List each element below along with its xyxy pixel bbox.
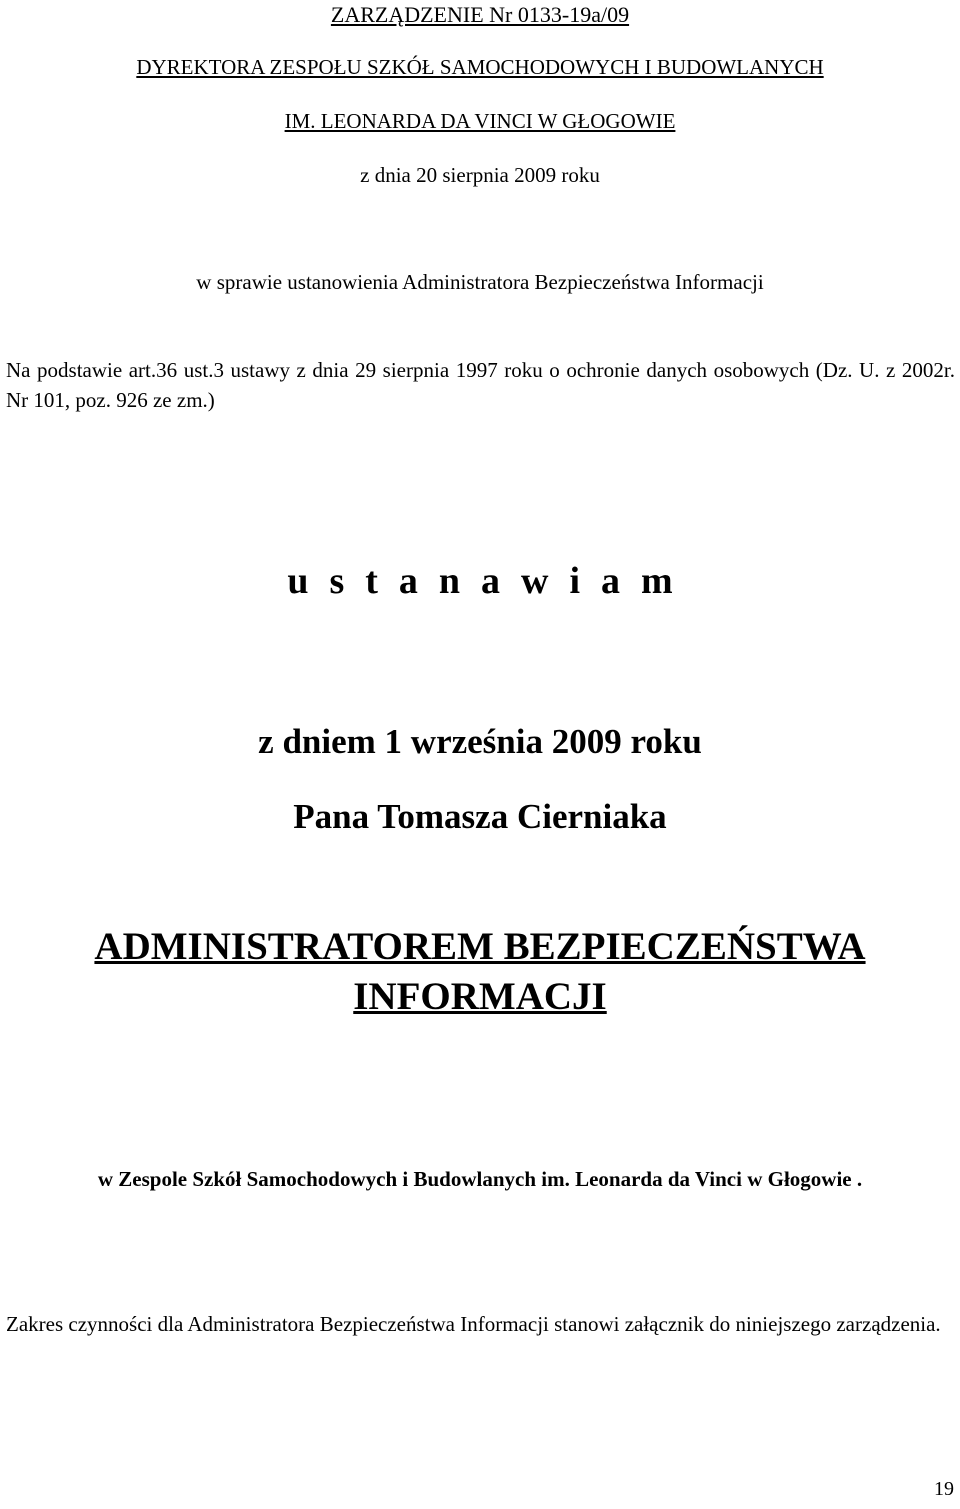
effective-date: z dniem 1 września 2009 roku	[258, 722, 702, 761]
page-number: 19	[934, 1478, 954, 1500]
school-name: w Zespole Szkół Samochodowych i Budowlanych im. Leonarda da Vinci w Głogowie .	[97, 1167, 863, 1191]
role-line-2	[0, 975, 960, 1020]
decision-verb: ustanawiam	[287, 560, 694, 602]
role-line-2-text: INFORMACJI	[353, 975, 607, 1018]
issuer-line-2-text: IM. LEONARDA DA VINCI W GŁOGOWIE	[284, 109, 676, 133]
document-subject: w sprawie ustanowienia Administratora Bezpieczeństwa Informacji	[196, 270, 764, 294]
issuer-line-1	[0, 55, 960, 79]
document-date: z dnia 20 sierpnia 2009 roku	[360, 163, 600, 187]
document-title	[0, 2, 960, 27]
legal-basis-paragraph: Na podstawie art.36 ust.3 ustawy z dnia 29 sierpnia 1997 roku o ochronie danych osobowych (Dz. U. z 2002r. Nr 101, poz. 926 ze zm.)	[6, 358, 955, 412]
issuer-line-1-text: DYREKTORA ZESPOŁU SZKÓŁ SAMOCHODOWYCH I BUDOWLANYCH	[136, 55, 824, 79]
appointed-person: Pana Tomasza Cierniaka	[293, 797, 667, 836]
issuer-line-2	[0, 109, 960, 133]
role-line-1	[0, 925, 960, 970]
closing-paragraph: Zakres czynności dla Administratora Bezpieczeństwa Informacji stanowi załącznik do niniejszego zarządzenia.	[6, 1312, 941, 1336]
role-line-1-text: ADMINISTRATOREM BEZPIECZEŃSTWA	[94, 925, 866, 968]
document-title-text: ZARZĄDZENIE Nr 0133-19a/09	[330, 2, 630, 27]
